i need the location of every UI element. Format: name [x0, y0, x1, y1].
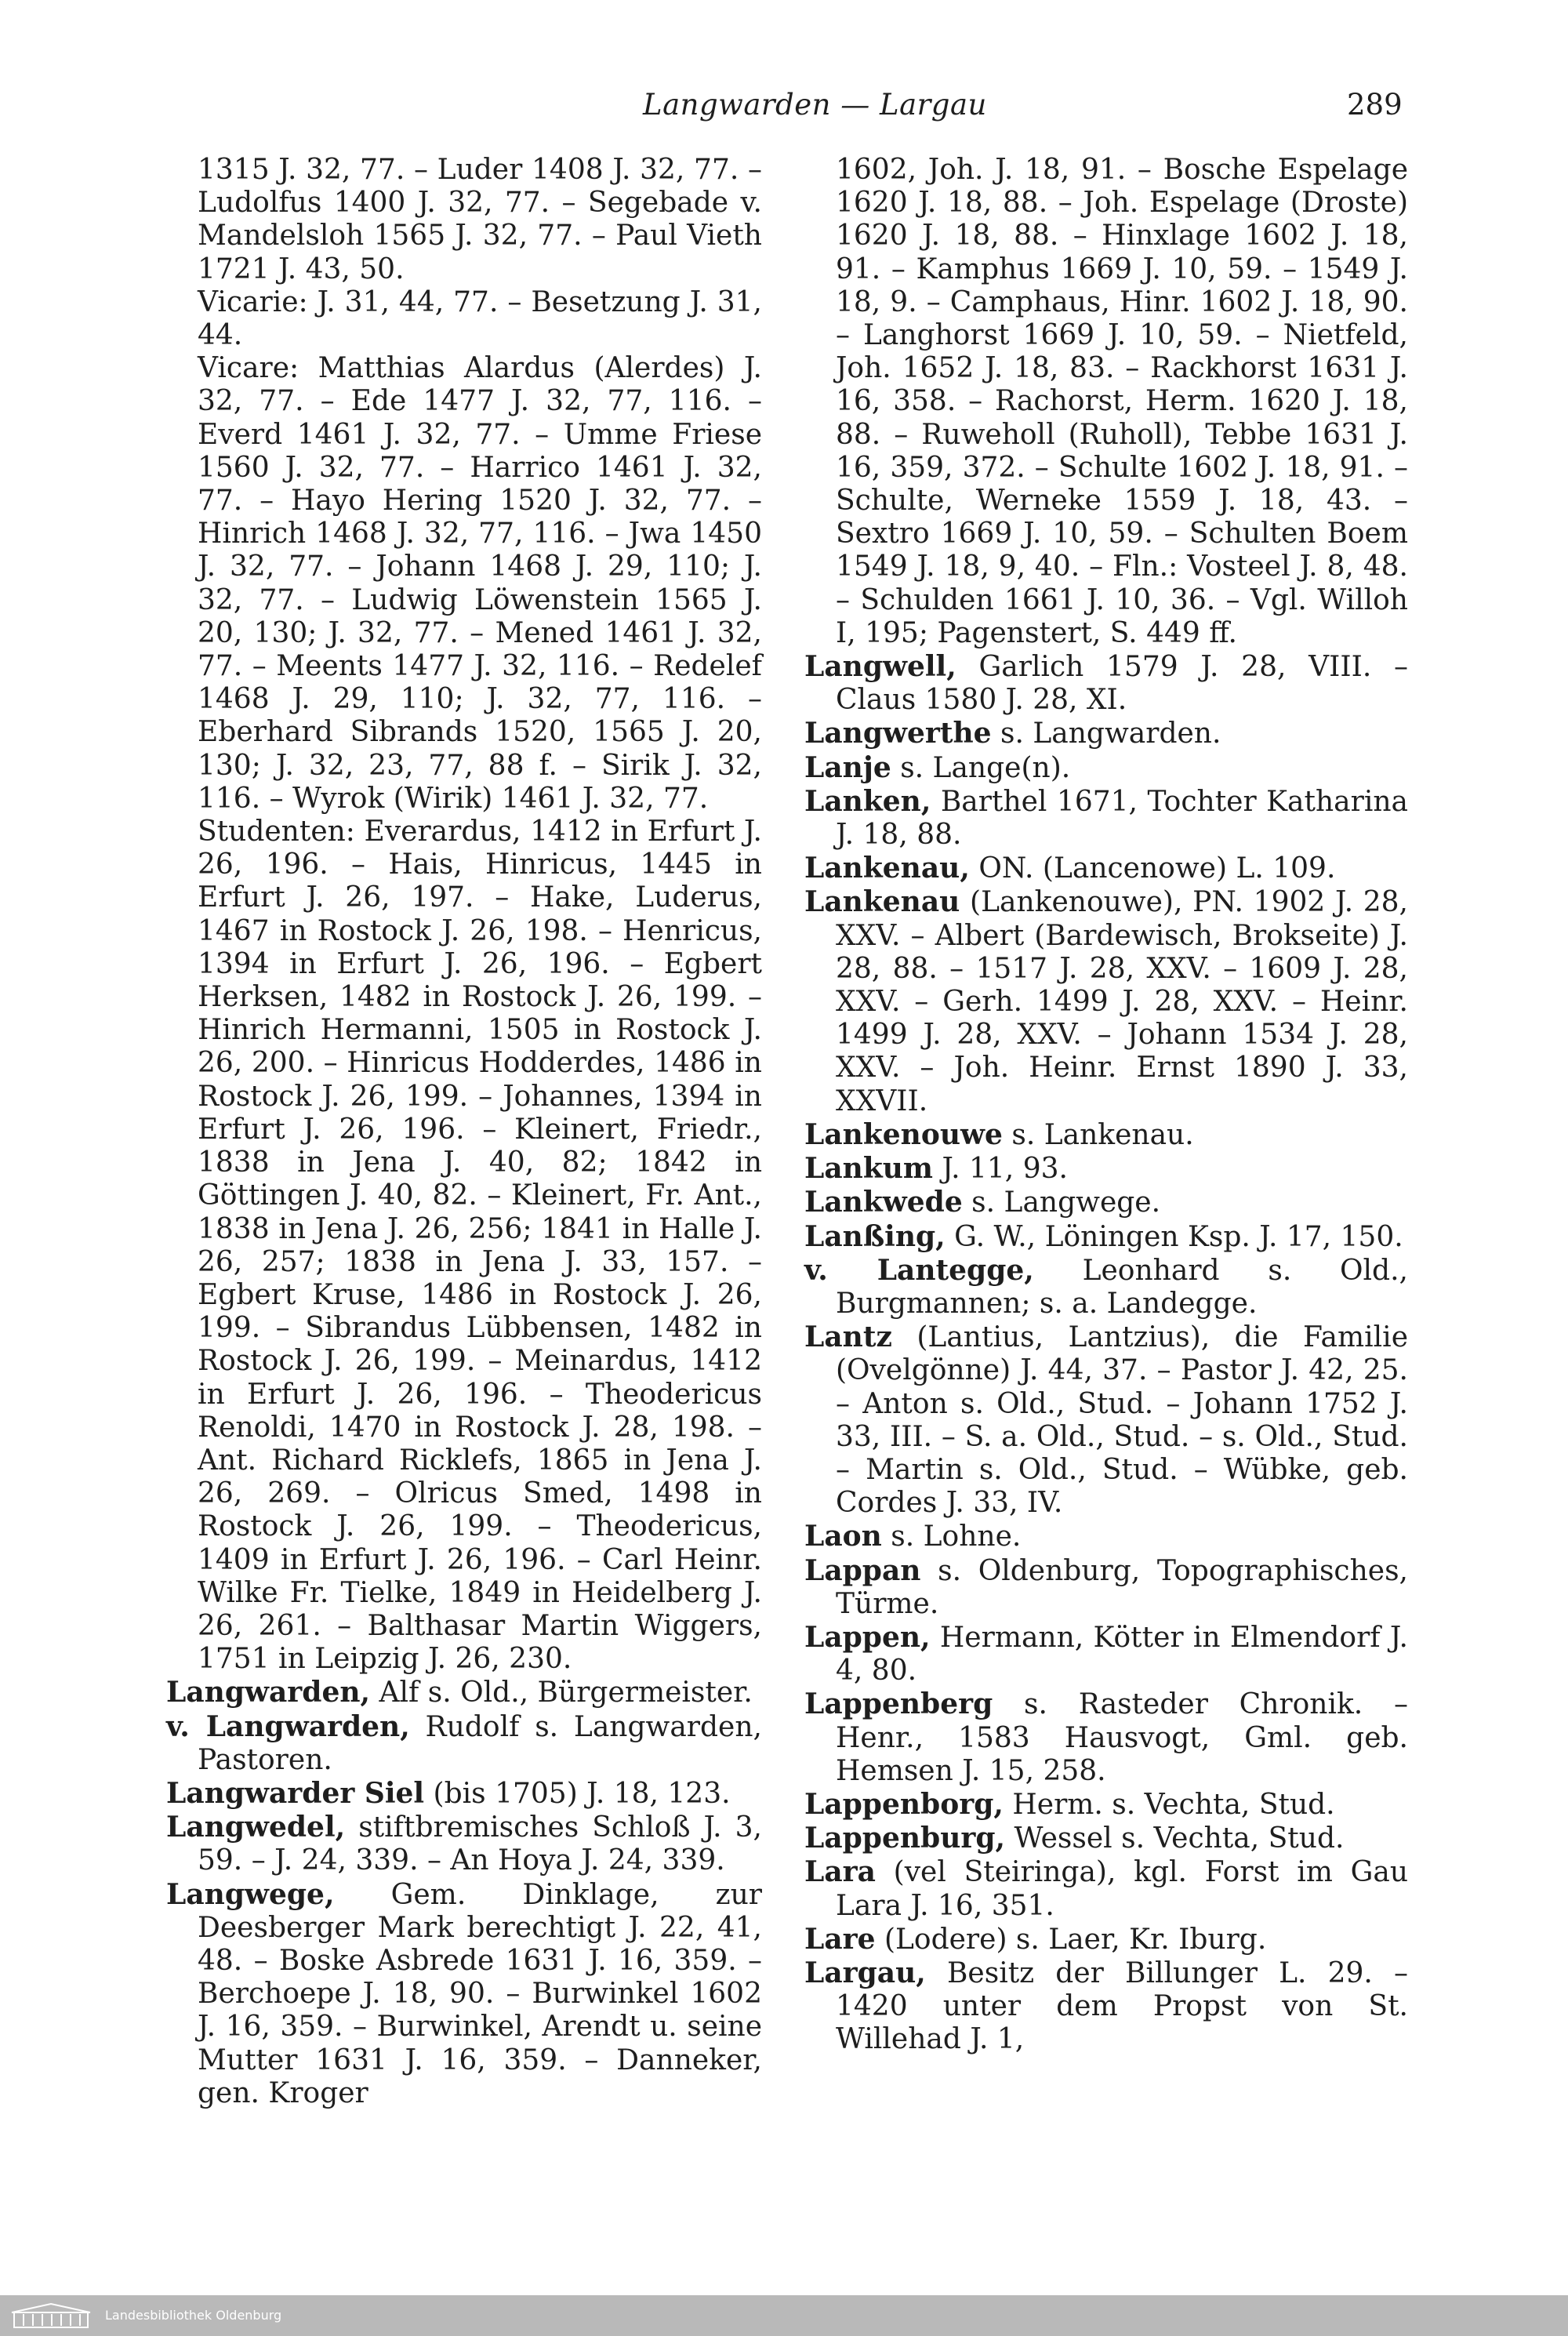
entry-headword: Lanßing,	[804, 1219, 946, 1253]
entry-text: Gem. Dinklage, zur Deesberger Mark berechtigt J. 22, 41, 48. – Boske Asbrede 1631 J. 16, 359. – Berchoepe J. 18, 90. – Burwinkel 1602 J. 16, 359. – Burwinkel, Arendt u. seine Mutter 1631 J. 16, 359. – Danneker, gen. Kroger	[198, 1878, 762, 2109]
entry-text: Besitz der Billunger L. 29. – 1420 unter dem Propst von St. Willehad J. 1,	[836, 1956, 1408, 2056]
library-name: Landesbibliothek Oldenburg	[105, 2308, 282, 2323]
index-entry	[804, 785, 1408, 852]
entry-text: s. Lohne.	[881, 1520, 1022, 1553]
entry-text: Barthel 1671, Tochter Katharina J. 18, 88.	[836, 785, 1408, 852]
index-entry	[804, 1118, 1408, 1152]
entry-text: s. Lange(n).	[891, 751, 1071, 784]
index-entry	[804, 1254, 1408, 1321]
index-entry	[804, 717, 1408, 750]
entry-headword: Lanje	[804, 750, 891, 784]
entry-text: Rudolf s. Langwarden, Pastoren.	[198, 1710, 762, 1776]
index-entry	[804, 1788, 1408, 1822]
left-continuation-paragraph: 1315 J. 32, 77. – Luder 1408 J. 32, 77. – Ludolfus 1400 J. 32, 77. – Segebade v. Mandelsloh 1565 J. 32, 77. – Paul Vieth 1721 J. 43, 50.	[198, 154, 762, 285]
entry-headword: Largau,	[804, 1956, 926, 1989]
entry-headword: Lankenouwe	[804, 1117, 1003, 1151]
index-entry	[804, 1220, 1408, 1254]
index-entry	[804, 1822, 1408, 1855]
index-entry	[804, 650, 1408, 717]
entry-text: ON. (Lancenowe) L. 109.	[969, 852, 1336, 885]
entry-text: (bis 1705) J. 18, 123.	[424, 1777, 731, 1810]
entry-headword: Lankum	[804, 1152, 934, 1186]
entry-headword: v. Lantegge,	[804, 1253, 1034, 1287]
entry-headword: v. Langwarden,	[166, 1709, 410, 1743]
entry-text: Alf s. Old., Bürgermeister.	[370, 1677, 753, 1709]
entry-text: (Lodere) s. Laer, Kr. Iburg.	[875, 1923, 1267, 1956]
entry-text: s. Langwege.	[962, 1186, 1161, 1219]
entry-headword: Langwell,	[804, 650, 956, 684]
entry-headword: Lankwede	[804, 1186, 963, 1219]
entry-text: (Lantius, Lantzius), die Familie (Ovelgönne) J. 44, 37. – Pastor J. 42, 25. – Anton s. Old., Stud. – Johann 1752 J. 33, III. – S. a. Old., Stud. – s. Old., Stud. – Martin s. Old., Stud. – Wübke, geb. Cordes J. 33, IV.	[836, 1321, 1408, 1520]
right-column	[804, 154, 1408, 2057]
index-entry	[804, 1152, 1408, 1186]
entry-text: Hermann, Kötter in Elmendorf J. 4, 80.	[836, 1621, 1408, 1688]
entry-headword: Lappenberg	[804, 1688, 993, 1721]
entry-headword: Lantz	[804, 1321, 892, 1354]
right-continuation-paragraph: 1602, Joh. J. 18, 91. – Bosche Espelage 1620 J. 18, 88. – Joh. Espelage (Droste) 1620 J. 18, 88. – Hinxlage 1602 J. 18, 91. – Kamphus 1669 J. 10, 59. – 1549 J. 18, 9. – Camphaus, Hinr. 1602 J. 18, 90. – Langhorst 1669 J. 10, 59. – Nietfeld, Joh. 1652 J. 18, 83. – Rackhorst 1631 J. 16, 358. – Rachorst, Herm. 1620 J. 18, 88. – Ruweholl (Ruholl), Tebbe 1631 J. 16, 359, 372. – Schulte 1602 J. 18, 91. – Schulte, Werneke 1559 J. 18, 43. – Sextro 1669 J. 10, 59. – Schulten Boem 1549 J. 18, 9, 40. – Fln.: Vosteel J. 8, 48. – Schulden 1661 J. 10, 36. – Vgl. Willoh I, 195; Pagenstert, S. 449 ff.	[836, 154, 1408, 649]
index-entry	[804, 1186, 1408, 1219]
entry-headword: Langwerthe	[804, 717, 992, 750]
entry-text: (Lankenouwe), PN. 1902 J. 28, XXV. – Albert (Bardewisch, Brokseite) J. 28, 88. – 1517 J. 28, XXV. – 1609 J. 28, XXV. – Gerh. 1499 J. 28, XXV. – Heinr. 1499 J. 28, XXV. – Johann 1534 J. 28, XXV. – Joh. Heinr. Ernst 1890 J. 33, XXVII.	[836, 886, 1408, 1117]
entry-text: Leonhard s. Old., Burgmannen; s. a. Landegge.	[836, 1254, 1408, 1320]
page-number: 289	[1347, 88, 1403, 122]
entry-headword: Langwege,	[166, 1877, 335, 1911]
entry-headword: Lanken,	[804, 784, 931, 818]
index-entry	[804, 852, 1408, 885]
entry-headword: Langwarden,	[166, 1676, 371, 1709]
index-entry	[804, 751, 1408, 785]
entry-headword: Lare	[804, 1922, 876, 1956]
library-building-icon	[8, 2301, 94, 2330]
entry-headword: Langwarder Siel	[166, 1776, 425, 1810]
entry-text: G. W., Löningen Ksp. J. 17, 150.	[945, 1220, 1403, 1253]
index-entry	[804, 885, 1408, 1117]
running-title: Langwarden — Largau	[643, 88, 987, 122]
left-continuation-paragraph: Vicare: Matthias Alardus (Alerdes) J. 32, 77. – Ede 1477 J. 32, 77, 116. – Everd 1461 J. 32, 77. – Umme Friese 1560 J. 32, 77. – Harrico 1461 J. 32, 77. – Hayo Hering 1520 J. 32, 77. – Hinrich 1468 J. 32, 77, 116. – Jwa 1450 J. 32, 77. – Johann 1468 J. 29, 110; J. 32, 77. – Ludwig Löwenstein 1565 J. 20, 130; J. 32, 77. – Mened 1461 J. 32, 77. – Meents 1477 J. 32, 116. – Redelef 1468 J. 29, 110; J. 32, 77, 116. – Eberhard Sibrands 1520, 1565 J. 20, 130; J. 32, 23, 77, 88 f. – Sirik J. 32, 116. – Wyrok (Wirik) 1461 J. 32, 77.	[198, 352, 762, 815]
left-column	[166, 154, 762, 2110]
index-entry	[166, 1878, 762, 2110]
entry-text: Herm. s. Vechta, Stud.	[1003, 1788, 1335, 1821]
index-entry	[804, 1923, 1408, 1956]
index-entry	[804, 1520, 1408, 1553]
index-entry	[804, 1321, 1408, 1520]
entry-text: s. Oldenburg, Topographisches, Türme.	[836, 1554, 1408, 1620]
index-entry	[804, 1621, 1408, 1688]
left-continuation-paragraph: Studenten: Everardus, 1412 in Erfurt J. 26, 196. – Hais, Hinricus, 1445 in Erfurt J. 26, 197. – Hake, Luderus, 1467 in Rostock J. 26, 198. – Henricus, 1394 in Erfurt J. 26, 196. – Egbert Herksen, 1482 in Rostock J. 26, 199. – Hinrich Hermanni, 1505 in Rostock J. 26, 200. – Hinricus Hodderdes, 1486 in Rostock J. 26, 199. – Johannes, 1394 in Erfurt J. 26, 196. – Kleinert, Friedr., 1838 in Jena J. 40, 82; 1842 in Göttingen J. 40, 82. – Kleinert, Fr. Ant., 1838 in Jena J. 26, 256; 1841 in Halle J. 26, 257; 1838 in Jena J. 33, 157. – Egbert Kruse, 1486 in Rostock J. 26, 199. – Sibrandus Lübbensen, 1482 in Rostock J. 26, 199. – Meinardus, 1412 in Erfurt J. 26, 196. – Theodericus Renoldi, 1470 in Rostock J. 28, 198. – Ant. Richard Ricklefs, 1865 in Jena J. 26, 269. – Olricus Smed, 1498 in Rostock J. 26, 199. – Theodericus, 1409 in Erfurt J. 26, 196. – Carl Heinr. Wilke Fr. Tielke, 1849 in Heidelberg J. 26, 261. – Balthasar Martin Wiggers, 1751 in Leipzig J. 26, 230.	[198, 816, 762, 1676]
index-entry	[166, 1710, 762, 1777]
index-entry	[166, 1777, 762, 1811]
index-entry	[804, 1688, 1408, 1788]
entry-text: (vel Steiringa), kgl. Forst im Gau Lara J. 16, 351.	[836, 1856, 1408, 1922]
entry-text: Wessel s. Vechta, Stud.	[1005, 1822, 1345, 1855]
index-entry	[166, 1676, 762, 1709]
entry-text: stiftbremisches Schloß J. 3, 59. – J. 24, 339. – An Hoya J. 24, 339.	[198, 1811, 762, 1877]
entry-headword: Lankenau,	[804, 852, 970, 885]
index-entry	[804, 1956, 1408, 2057]
library-footer-bar	[0, 2295, 1568, 2336]
entry-headword: Lappenburg,	[804, 1822, 1006, 1855]
entry-text: J. 11, 93.	[933, 1153, 1068, 1186]
entry-headword: Lappan	[804, 1553, 921, 1587]
entry-headword: Lappenborg,	[804, 1787, 1004, 1821]
index-entry	[804, 1554, 1408, 1621]
left-continuation-paragraph: Vicarie: J. 31, 44, 77. – Besetzung J. 31, 44.	[198, 285, 762, 352]
index-entry	[166, 1811, 762, 1877]
entry-text: s. Langwarden.	[991, 718, 1221, 750]
index-entry	[804, 1855, 1408, 1922]
entry-headword: Lappen,	[804, 1620, 931, 1654]
entry-headword: Laon	[804, 1520, 882, 1553]
entry-text: s. Rasteder Chronik. – Henr., 1583 Hausvogt, Gml. geb. Hemsen J. 15, 258.	[836, 1688, 1408, 1787]
entry-headword: Lankenau	[804, 885, 960, 919]
entry-text: s. Lankenau.	[1002, 1118, 1194, 1151]
entry-headword: Lara	[804, 1855, 876, 1889]
entry-text: Garlich 1579 J. 28, VIII. – Claus 1580 J. 28, XI.	[836, 651, 1408, 717]
page-header	[0, 88, 1568, 132]
entry-headword: Langwedel,	[166, 1811, 346, 1844]
